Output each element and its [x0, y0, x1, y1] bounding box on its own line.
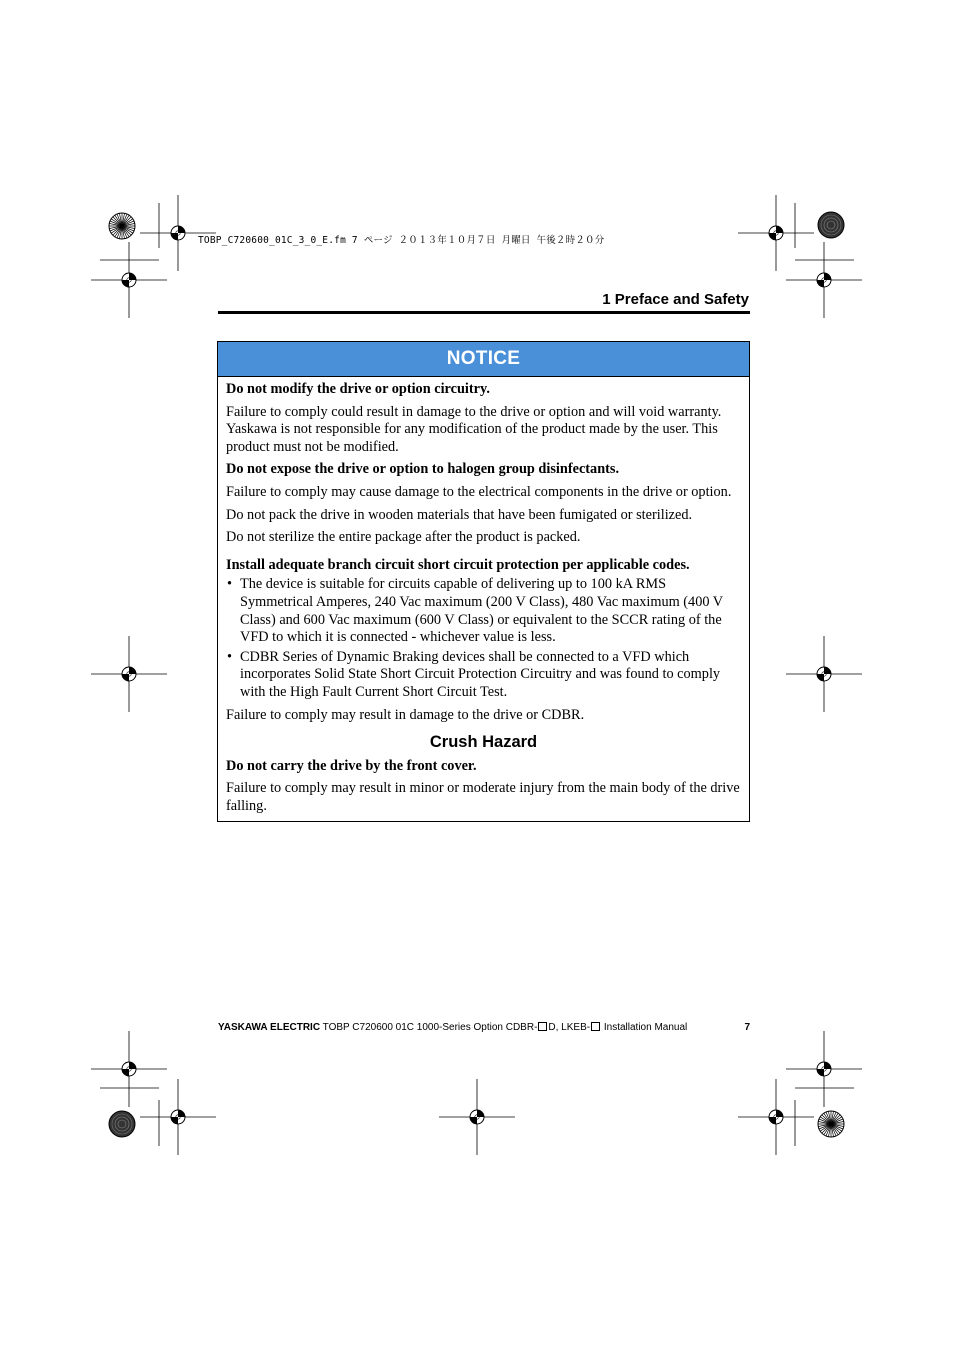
branch-circuit-bullet-list	[226, 576, 741, 701]
footer-brand: YASKAWA ELECTRIC	[218, 1022, 321, 1033]
registration-mark-bottom-center	[439, 1079, 515, 1155]
bullet-text: The device is suitable for circuits capable of delivering up to 100 kA RMS Symmetrical Amperes, 240 Vac maximum (200 V Class), 480 Vac maximum (400 V Class) and 600 Vac maximum (600 V Class) or equivalent to the SCCR rating of the VFD to which it is connected - whichever value is less.	[240, 576, 723, 646]
notice-text-modify: Failure to comply could result in damage to the drive or option and will void warranty. Yaskawa is not responsible for any modification of the product made by the user. This product must not be modified.	[226, 403, 722, 455]
starburst-mark-top-left	[109, 213, 135, 239]
registration-mark-mid-right	[786, 636, 862, 712]
starburst-mark-bottom-right	[818, 1111, 844, 1137]
registration-mark-bottom-left-h	[140, 1079, 216, 1155]
notice-box	[217, 341, 750, 822]
bullet-text: CDBR Series of Dynamic Braking devices shall be connected to a VFD which incorporates Solid State Short Circuit Protection Circuitry and was found to comply with the High Fault Current Short Circuit Test.	[240, 648, 721, 700]
footer-doc-part-2: D, LKEB-	[548, 1022, 591, 1033]
notice-heading-modify: Do not modify the drive or option circuitry.	[226, 381, 490, 397]
footer-doc-part-3: Installation Manual	[601, 1022, 688, 1033]
dense-mark-top-right	[818, 212, 844, 238]
notice-heading-branch-circuit: Install adequate branch circuit short circuit protection per applicable codes.	[226, 556, 690, 573]
file-slug-line: TOBP_C720600_01C_3_0_E.fm 7 ページ ２０１３年１０月７日 月曜日 午後２時２０分	[198, 235, 605, 246]
bullet-icon: •	[227, 648, 233, 665]
notice-text-front-cover: Failure to comply may result in minor or moderate injury from the main body of the drive falling.	[226, 780, 740, 814]
crush-hazard-title: Crush Hazard	[429, 733, 538, 752]
footer-doc-part-1: TOBP C720600 01C 1000-Series Option CDBR-	[320, 1022, 538, 1033]
square-placeholder-icon	[538, 1022, 547, 1031]
dense-mark-bottom-left	[109, 1111, 135, 1137]
registration-mark-bottom-left-v	[91, 1031, 167, 1107]
list-item	[226, 649, 741, 702]
page-footer	[218, 1022, 750, 1033]
notice-body	[218, 377, 749, 821]
page-number: 7	[744, 1022, 750, 1033]
notice-heading-front-cover: Do not carry the drive by the front cover.	[226, 757, 477, 774]
registration-mark-top-left-v	[91, 242, 167, 318]
notice-text-branch-circuit: Failure to comply may result in damage to the drive or CDBR.	[226, 706, 585, 723]
notice-text-halogen-1: Failure to comply may cause damage to the electrical components in the drive or option.	[226, 483, 732, 500]
notice-heading-halogen: Do not expose the drive or option to halogen group disinfectants.	[226, 461, 620, 478]
notice-header	[218, 342, 749, 377]
running-head: 1 Preface and Safety	[602, 291, 749, 308]
list-item	[226, 576, 741, 646]
header-rule	[218, 311, 750, 314]
registration-mark-top-right-v	[786, 242, 862, 318]
bullet-icon: •	[227, 576, 233, 593]
notice-text-halogen-2: Do not pack the drive in wooden materials that have been fumigated or sterilized.	[226, 506, 693, 523]
registration-mark-mid-left	[91, 636, 167, 712]
notice-title: NOTICE	[446, 348, 521, 369]
registration-mark-bottom-right-v	[786, 1031, 862, 1107]
registration-mark-bottom-right-h	[738, 1079, 814, 1155]
square-placeholder-icon	[591, 1022, 600, 1031]
notice-text-halogen-3: Do not sterilize the entire package after the product is packed.	[226, 529, 581, 546]
